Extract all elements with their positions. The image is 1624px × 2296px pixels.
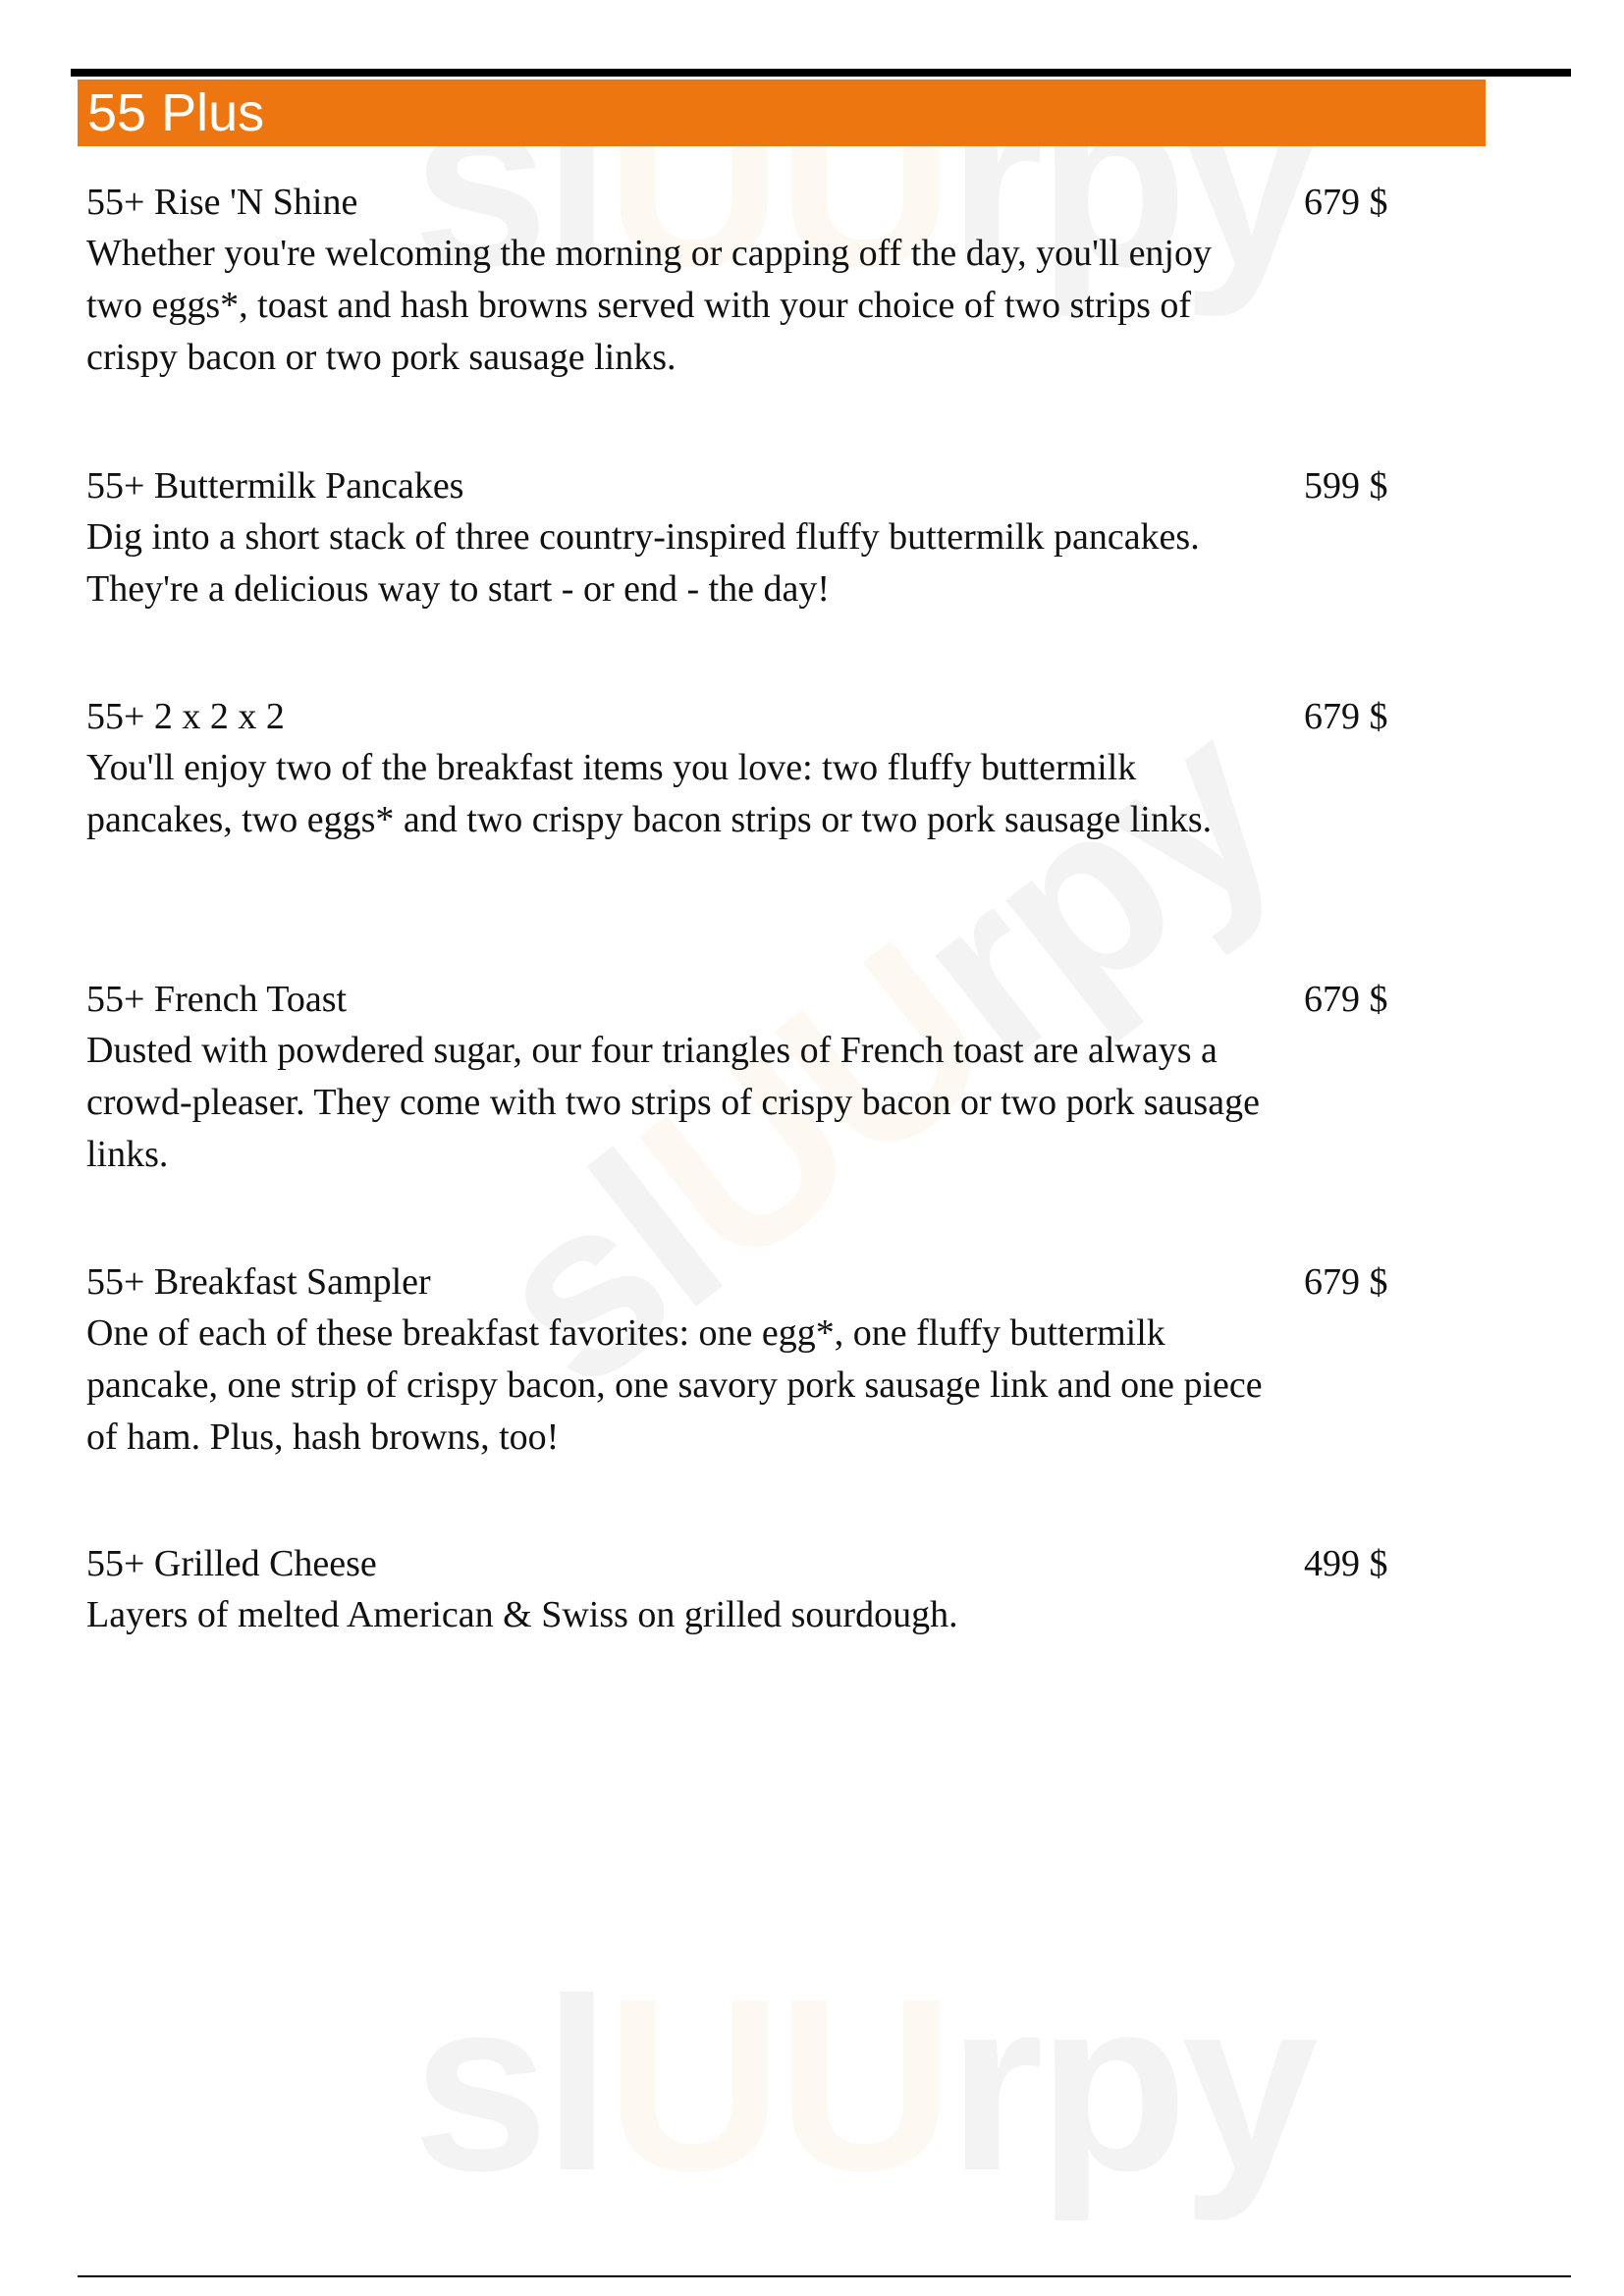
item-description: You'll enjoy two of the breakfast items you love: two fluffy buttermilk pancakes, two eggs* and two crispy bacon strips or two pork sausage links. [86, 747, 1213, 840]
item-price: 679 $ [1304, 979, 1388, 1020]
item-name: 55+ Breakfast Sampler [86, 1261, 431, 1303]
item-description: Dusted with powdered sugar, our four triangles of French toast are always a crowd-pleaser. They come with two strips of crispy bacon or two pork sausage links. [86, 1030, 1260, 1175]
menu-item [86, 460, 1402, 615]
item-price: 499 $ [1304, 1543, 1388, 1584]
item-price: 679 $ [1304, 696, 1388, 737]
item-name: 55+ Grilled Cheese [86, 1543, 377, 1584]
item-description: Dig into a short stack of three country-inspired fluffy buttermilk pancakes. They're a delicious way to start - or end - the day! [86, 516, 1200, 610]
menu-item [86, 1538, 1402, 1641]
item-price: 679 $ [1304, 182, 1388, 223]
item-price: 679 $ [1304, 1261, 1388, 1303]
item-description: Layers of melted American & Swiss on grilled sourdough. [86, 1594, 958, 1635]
item-description: Whether you're welcoming the morning or capping off the day, you'll enjoy two eggs*, toast and hash browns served with your choice of two strips of crispy bacon or two pork sausage links. [86, 233, 1212, 378]
menu-item [86, 1256, 1402, 1464]
section-title: 55 Plus [87, 83, 265, 142]
item-name: 55+ French Toast [86, 979, 348, 1020]
item-name: 55+ Rise 'N Shine [86, 182, 358, 223]
section-header [78, 80, 1486, 146]
menu-item [86, 974, 1402, 1181]
item-price: 599 $ [1304, 465, 1388, 507]
item-name: 55+ Buttermilk Pancakes [86, 465, 464, 507]
menu-item [86, 177, 1402, 384]
item-description: One of each of these breakfast favorites: one egg*, one fluffy buttermilk pancake, one strip of crispy bacon, one savory pork sausage link and one piece of ham. Plus, hash browns, too! [86, 1312, 1263, 1458]
item-name: 55+ 2 x 2 x 2 [86, 696, 285, 737]
bottom-divider [78, 2275, 1571, 2277]
menu-item [86, 691, 1402, 846]
top-divider [71, 69, 1571, 77]
slurpy-watermark [412, 1944, 1313, 2225]
